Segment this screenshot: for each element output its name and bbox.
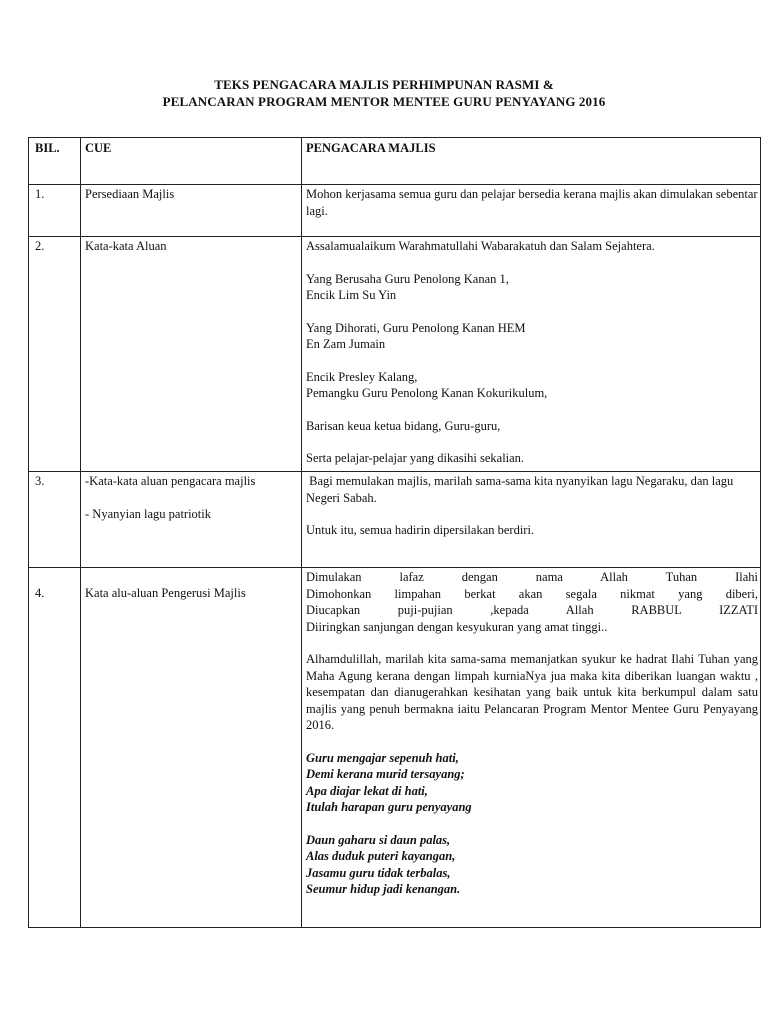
pantun-verse [306, 832, 758, 898]
audience-line: Serta pelajar-pelajar yang dikasihi sekalian. [306, 451, 525, 465]
cue-line: - Nyanyian lagu patriotik [85, 506, 212, 521]
title-line-1: TEKS PENGACARA MAJLIS PERHIMPUNAN RASMI & [214, 77, 554, 92]
row-cue: Kata-kata Aluan [81, 237, 302, 472]
honorific-name: Encik Lim Su Yin [306, 288, 397, 302]
row-number: 3. [29, 472, 81, 568]
honorific-title: Pemangku Guru Penolong Kanan Kokurikulum, [306, 386, 548, 400]
pantun-line: Guru mengajar sepenuh hati, [306, 750, 459, 765]
pantun-verse [306, 750, 758, 816]
verse-line: Dimulakan lafaz dengan nama Allah Tuhan Ilahi [306, 570, 758, 584]
honorific-paragraph [306, 320, 758, 353]
audience-paragraph [306, 418, 758, 435]
row-mc-text [302, 568, 761, 928]
header-cue: CUE [81, 138, 302, 185]
welcome-paragraph: Alhamdulillah, marilah kita sama-sama memanjatkan syukur ke hadrat Ilahi Tuhan yang Maha Agung kerana dengan limpah kurniaNya jua maka kita diberikan luangan waktu , kesempatan dan dianugerahkan kesihatan yang baik untuk kita berkumpul dalam satu majlis yang penuh bermakna iaitu Pelancaran Program Mentor Mentee Guru Penyayang 2016. [306, 652, 758, 732]
verse-line: Dimohonkan limpahan berkat akan segala nikmat yang diberi, [306, 586, 758, 601]
mc-paragraph: Mohon kerjasama semua guru dan pelajar bersedia kerana majlis akan dimulakan sebentar lagi. [306, 187, 758, 218]
title-line-2: PELANCARAN PROGRAM MENTOR MENTEE GURU PENYAYANG 2016 [162, 94, 606, 109]
pantun-line: Apa diajar lekat di hati, [306, 783, 428, 798]
greeting-paragraph [306, 238, 758, 255]
honorific-name: Encik Presley Kalang, [306, 369, 418, 384]
pantun-line: Demi kerana murid tersayang; [306, 767, 465, 781]
pantun-line: Jasamu guru tidak terbalas, [306, 865, 451, 880]
row-cue: Persediaan Majlis [81, 185, 302, 237]
row-mc-text [302, 185, 761, 237]
cue-line: -Kata-kata aluan pengacara majlis [85, 474, 256, 488]
row-cue: Kata alu-aluan Pengerusi Majlis [81, 568, 302, 928]
opening-verse [306, 569, 758, 635]
pantun-line: Alas duduk puteri kayangan, [306, 849, 456, 863]
document-title [0, 76, 768, 110]
row-mc-text [302, 472, 761, 568]
row-mc-text [302, 237, 761, 472]
mc-paragraph: Untuk itu, semua hadirin dipersilakan berdiri. [306, 523, 535, 537]
header-bil: BIL. [29, 138, 81, 185]
honorific-paragraph [306, 271, 758, 304]
row-number: 4. [29, 568, 81, 928]
verse-line: Diiringkan sanjungan dengan kesyukuran yang amat tinggi.. [306, 619, 608, 634]
pantun-line: Daun gaharu si daun palas, [306, 832, 451, 847]
audience-line: Barisan keua ketua bidang, Guru-guru, [306, 418, 501, 433]
table-row [29, 237, 761, 472]
row-cue [81, 472, 302, 568]
row-number: 1. [29, 185, 81, 237]
audience-paragraph [306, 450, 758, 467]
honorific-paragraph [306, 369, 758, 402]
row-number: 2. [29, 237, 81, 472]
honorific-title: Yang Dihorati, Guru Penolong Kanan HEM [306, 320, 526, 335]
honorific-name: En Zam Jumain [306, 337, 386, 351]
table-row [29, 472, 761, 568]
script-table [28, 137, 761, 928]
header-pengacara: PENGACARA MAJLIS [302, 138, 761, 185]
table-row [29, 185, 761, 237]
table-header-row [29, 138, 761, 185]
verse-line: Diucapkan puji-pujian ,kepada Allah RABBUL IZZATI [306, 603, 758, 617]
pantun-line: Itulah harapan guru penyayang [306, 800, 472, 814]
mc-paragraph: Bagi memulakan majlis, marilah sama-sama kita nyanyikan lagu Negaraku, dan lagu Negeri Sabah. [306, 474, 737, 505]
greeting-line: Assalamualaikum Warahmatullahi Wabarakatuh dan Salam Sejahtera. [306, 239, 655, 253]
table-row [29, 568, 761, 928]
honorific-title: Yang Berusaha Guru Penolong Kanan 1, [306, 271, 509, 286]
pantun-line: Seumur hidup jadi kenangan. [306, 882, 461, 896]
